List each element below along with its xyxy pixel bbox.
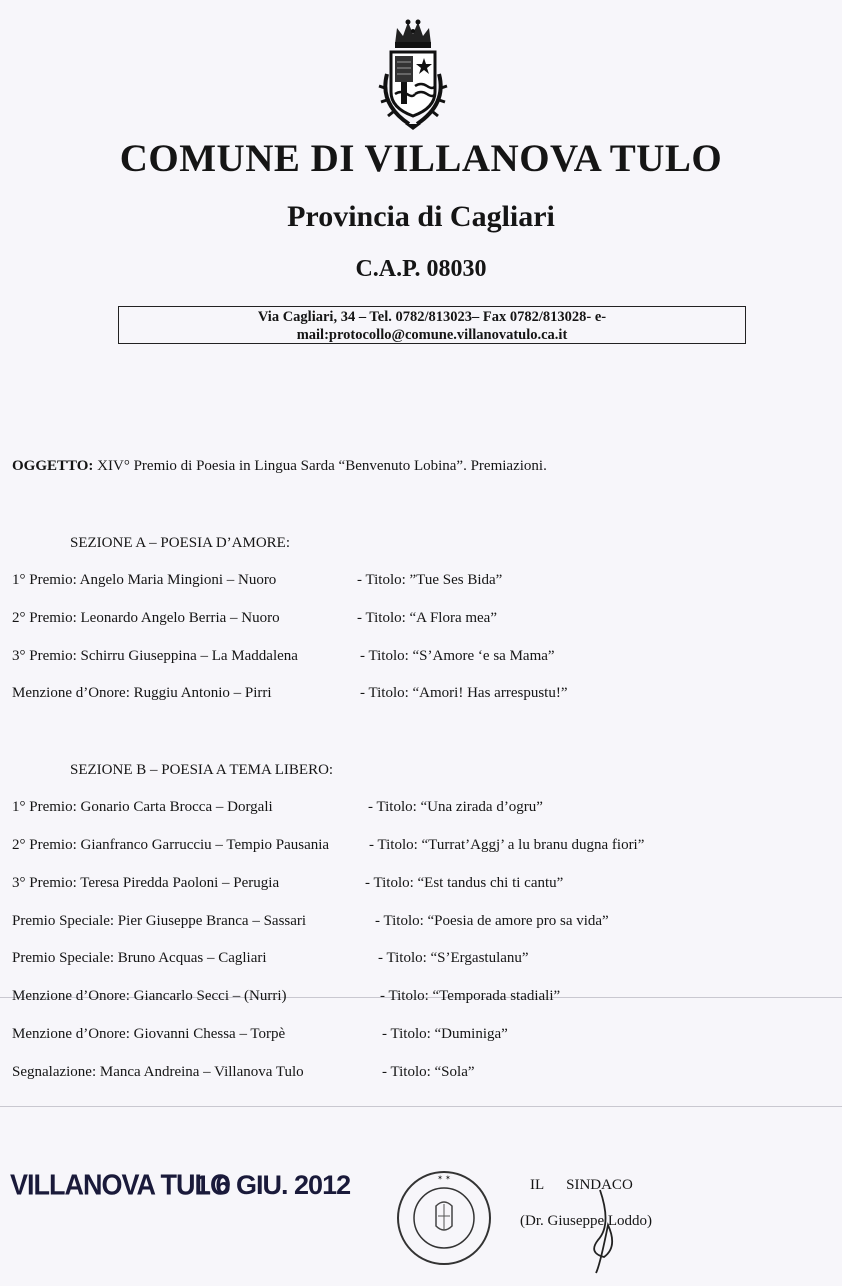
scan-line: [0, 1106, 842, 1107]
section-b-award: Menzione d’Onore: Giovanni Chessa – Torpè: [12, 1026, 286, 1042]
official-seal-icon: [394, 1168, 494, 1268]
section-b-award: 2° Premio: Gianfranco Garrucciu – Tempio Pausania: [12, 837, 330, 853]
section-a-title: - Titolo: “Amori! Has arrespustu!”: [360, 685, 568, 701]
section-b-title: - Titolo: “S’Ergastulanu”: [378, 950, 529, 966]
section-b-title: - Titolo: “Duminiga”: [382, 1026, 508, 1042]
section-b-award: Segnalazione: Manca Andreina – Villanova Tulo: [12, 1064, 304, 1080]
section-b-award: Premio Speciale: Bruno Acquas – Cagliari: [12, 950, 267, 966]
svg-text:✶ ✶: ✶ ✶: [437, 1175, 451, 1182]
section-b-title: - Titolo: “Una zirada d’ogru”: [368, 799, 543, 815]
section-b-award: Premio Speciale: Pier Giuseppe Branca – Sassari: [12, 913, 307, 929]
subject-text: XIV° Premio di Poesia in Lingua Sarda “Benvenuto Lobina”. Premiazioni.: [93, 458, 547, 474]
date-stamp: 1 6 GIU. 2012: [195, 1170, 351, 1200]
address-line-2: mail:protocollo@comune.villanovatulo.ca.it: [296, 327, 568, 343]
signatory-role: IL SINDACO: [530, 1177, 633, 1193]
coat-of-arms-icon: [371, 14, 455, 132]
province-title: Provincia di Cagliari: [287, 200, 555, 233]
section-b-award: 1° Premio: Gonario Carta Brocca – Dorgali: [12, 799, 273, 815]
section-a-award: Menzione d’Onore: Ruggiu Antonio – Pirri: [12, 685, 272, 701]
section-a-award: 1° Premio: Angelo Maria Mingioni – Nuoro: [12, 572, 277, 588]
section-b-title: - Titolo: “Temporada stadiali”: [380, 988, 561, 1004]
municipality-title: COMUNE DI VILLANOVA TULO: [119, 137, 723, 180]
section-a-title: - Titolo: “A Flora mea”: [357, 610, 497, 626]
section-a-award: 3° Premio: Schirru Giuseppina – La Maddalena: [12, 648, 298, 664]
address-box: [118, 306, 746, 344]
section-b-title: - Titolo: “Est tandus chi ti cantu”: [365, 875, 564, 891]
section-b-heading: SEZIONE B – POESIA A TEMA LIBERO:: [70, 762, 334, 778]
section-b-title: - Titolo: “Poesia de amore pro sa vida”: [375, 913, 609, 929]
subject-line: [12, 458, 547, 475]
place-stamp: VILLANOVA TULO: [10, 1169, 230, 1201]
section-b-title: - Titolo: “Sola”: [382, 1064, 475, 1080]
signature-icon: [570, 1185, 630, 1275]
section-b-award: Menzione d’Onore: Giancarlo Secci – (Nurri): [12, 988, 287, 1004]
address-line-1: Via Cagliari, 34 – Tel. 0782/813023– Fax 0782/813028- e-: [257, 309, 607, 325]
signatory-name: (Dr. Giuseppe Loddo): [520, 1213, 653, 1229]
postal-code: C.A.P. 08030: [355, 256, 487, 282]
section-a-heading: SEZIONE A – POESIA D’AMORE:: [70, 535, 291, 551]
section-b-title: - Titolo: “Turrat’Aggj’ a lu branu dugna fiori”: [369, 837, 645, 853]
section-a-title: - Titolo: ”Tue Ses Bida”: [357, 572, 503, 588]
subject-label: OGGETTO:: [12, 458, 94, 474]
section-b-award: 3° Premio: Teresa Piredda Paoloni – Perugia: [12, 875, 280, 891]
section-a-award: 2° Premio: Leonardo Angelo Berria – Nuoro: [12, 610, 280, 626]
section-a-title: - Titolo: “S’Amore ‘e sa Mama”: [360, 648, 555, 664]
